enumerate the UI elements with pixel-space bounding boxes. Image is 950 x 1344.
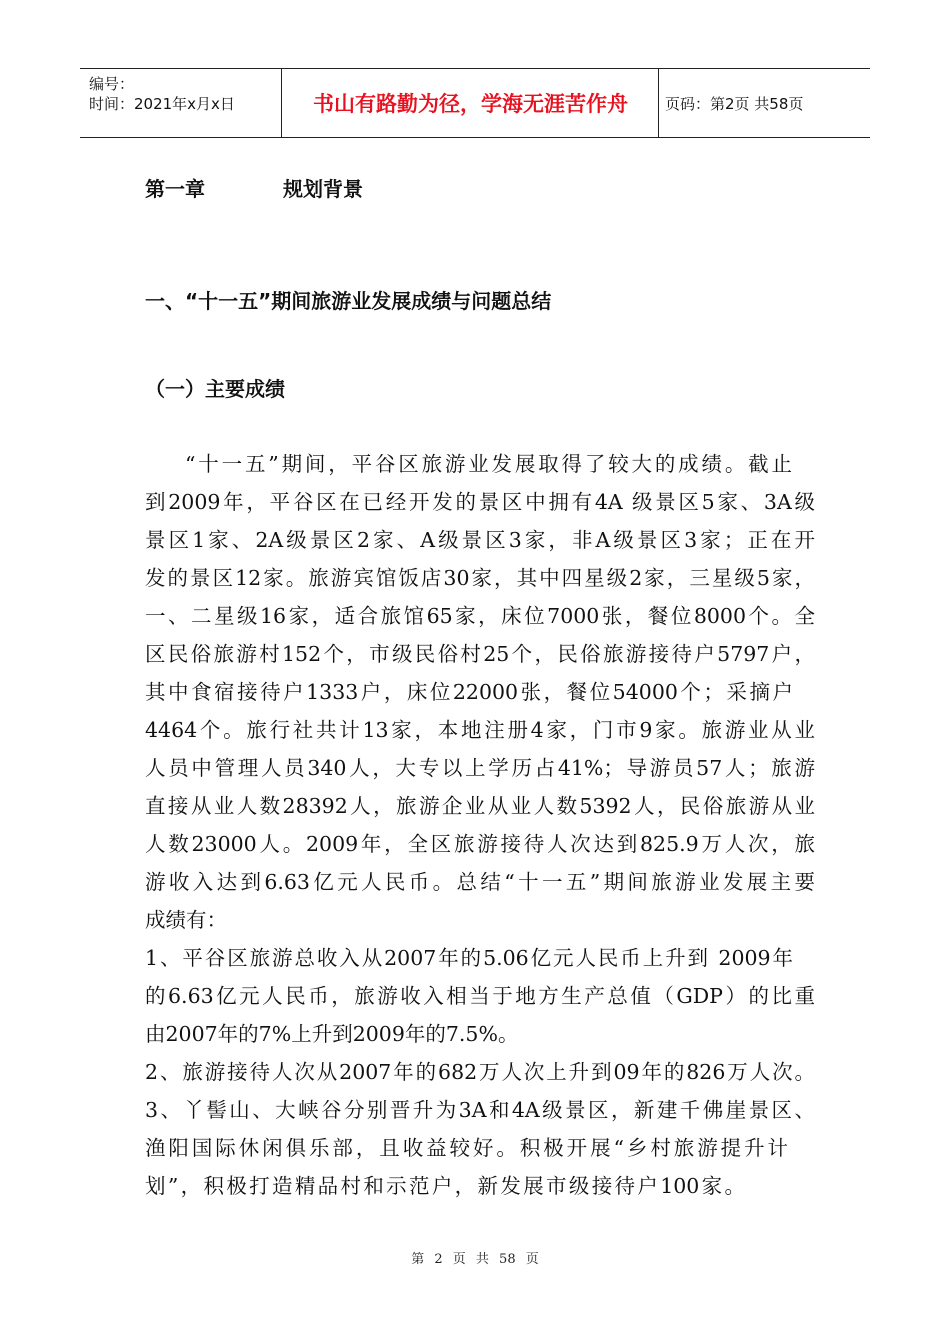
body-line: 其中食宿接待户1333户，床位22000张，餐位54000个；采摘户 bbox=[145, 680, 793, 704]
body-line: 人员中管理人员340人，大专以上学历占41%；导游员57人；旅游 bbox=[145, 756, 815, 780]
page-header bbox=[80, 68, 870, 138]
body-line: 游收入达到6.63亿元人民币。总结“十一五”期间旅游业发展主要 bbox=[145, 870, 815, 894]
body-line: “十一五”期间，平谷区旅游业发展取得了较大的成绩。截止 bbox=[185, 452, 792, 476]
body-line: 成绩有： bbox=[145, 908, 227, 932]
list-item: 由2007年的7%上升到2009年的7.5%。 bbox=[145, 1022, 519, 1046]
list-item: 划”，积极打造精品村和示范户，新发展市级接待户100家。 bbox=[145, 1174, 745, 1198]
chapter-title: 规划背景 bbox=[283, 177, 363, 201]
body-line: 区民俗旅游村152个，市级民俗村25个，民俗旅游接待户5797户， bbox=[145, 642, 815, 666]
body-line: 人数23000人。2009年，全区旅游接待人次达到825.9万人次，旅 bbox=[145, 832, 815, 856]
page-footer: 第 2 页 共 58 页 bbox=[411, 1252, 539, 1267]
list-item: 渔阳国际休闲俱乐部，且收益较好。积极开展“乡村旅游提升计 bbox=[145, 1136, 788, 1160]
section-title: 一、“十一五”期间旅游业发展成绩与问题总结 bbox=[145, 289, 552, 313]
list-item: 1、平谷区旅游总收入从2007年的5.06亿元人民币上升到 2009年 bbox=[145, 946, 793, 970]
body-line: 直接从业人数28392人，旅游企业从业人数5392人，民俗旅游从业 bbox=[145, 794, 815, 818]
date-label: 时间：2021年x月x日 bbox=[89, 95, 235, 113]
subsection-title: （一）主要成绩 bbox=[145, 377, 285, 401]
body-line: 一、二星级16家，适合旅馆65家，床位7000张，餐位8000个。全 bbox=[145, 604, 815, 628]
header-divider bbox=[281, 69, 282, 137]
list-item: 2、旅游接待人次从2007年的682万人次上升到09年的826万人次。 bbox=[145, 1060, 815, 1084]
body-line: 到2009年，平谷区在已经开发的景区中拥有4A 级景区5家、3A级 bbox=[145, 490, 815, 514]
chapter-number: 第一章 bbox=[145, 177, 205, 201]
body-line: 发的景区12家。旅游宾馆饭店30家，其中四星级2家，三星级5家， bbox=[145, 566, 815, 590]
list-item: 3、丫髻山、大峡谷分别晋升为3A和4A级景区，新建千佛崖景区、 bbox=[145, 1098, 815, 1122]
body-line: 4464个。旅行社共计13家，本地注册4家，门市9家。旅游业从业 bbox=[145, 718, 815, 742]
serial-label: 编号： bbox=[89, 75, 135, 93]
list-item: 的6.63亿元人民币，旅游收入相当于地方生产总值（GDP）的比重 bbox=[145, 984, 815, 1008]
header-motto: 书山有路勤为径，学海无涯苦作舟 bbox=[313, 92, 628, 116]
body-line: 景区1家、2A级景区2家、A级景区3家，非A级景区3家；正在开 bbox=[145, 528, 815, 552]
header-page-info: 页码：第2页 共58页 bbox=[665, 94, 804, 113]
header-divider bbox=[658, 69, 659, 137]
